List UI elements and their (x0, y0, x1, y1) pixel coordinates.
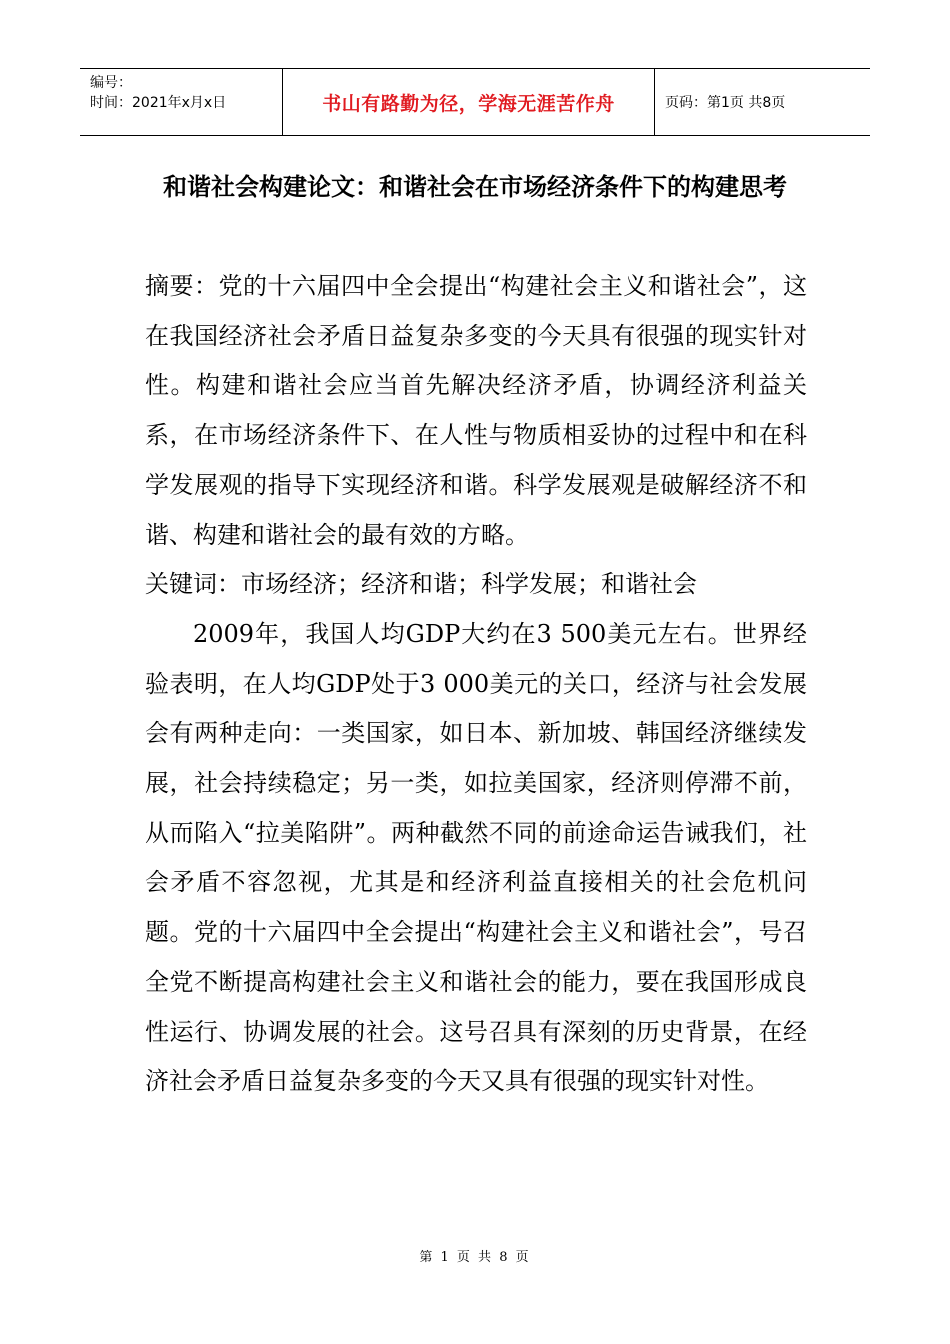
document-title: 和谐社会构建论文：和谐社会在市场经济条件下的构建思考 (163, 173, 787, 201)
header-meta-cell (80, 69, 283, 135)
document-date-label: 时间：2021年x月x日 (90, 95, 227, 111)
document-body (145, 262, 807, 1107)
body-paragraph: 2009年，我国人均GDP大约在3 500美元左右。世界经验表明，在人均GDP处于3 000美元的关口，经济与社会发展会有两种走向：一类国家，如日本、新加坡、韩国经济继续发展，社会持续稳定；另一类，如拉美国家，经济则停滞不前，从而陷入“拉美陷阱”。两种截然不同的前途命运告诫我们，社会矛盾不容忽视，尤其是和经济利益直接相关的社会危机问题。党的十六届四中全会提出“构建社会主义和谐社会”，号召全党不断提高构建社会主义和谐社会的能力，要在我国形成良性运行、协调发展的社会。这号召具有深刻的历史背景，在经济社会矛盾日益复杂多变的今天又具有很强的现实针对性。 (145, 619, 807, 1096)
keywords-paragraph: 关键词：市场经济；经济和谐；科学发展；和谐社会 (145, 570, 697, 599)
header-page-cell (655, 69, 870, 135)
page-header (80, 68, 870, 136)
document-number-label: 编号： (90, 75, 132, 91)
header-motto-cell (283, 69, 655, 135)
page-footer: 第 1 页 共 8 页 (419, 1250, 531, 1265)
header-page-info: 页码：第1页 共8页 (665, 95, 786, 111)
abstract-paragraph: 摘要：党的十六届四中全会提出“构建社会主义和谐社会”，这在我国经济社会矛盾日益复杂多变的今天具有很强的现实针对性。构建和谐社会应当首先解决经济矛盾，协调经济利益关系，在市场经济条件下、在人性与物质相妥协的过程中和在科学发展观的指导下实现经济和谐。科学发展观是破解经济不和谐、构建和谐社会的最有效的方略。 (145, 272, 807, 549)
header-motto: 书山有路勤为径，学海无涯苦作舟 (322, 92, 615, 115)
